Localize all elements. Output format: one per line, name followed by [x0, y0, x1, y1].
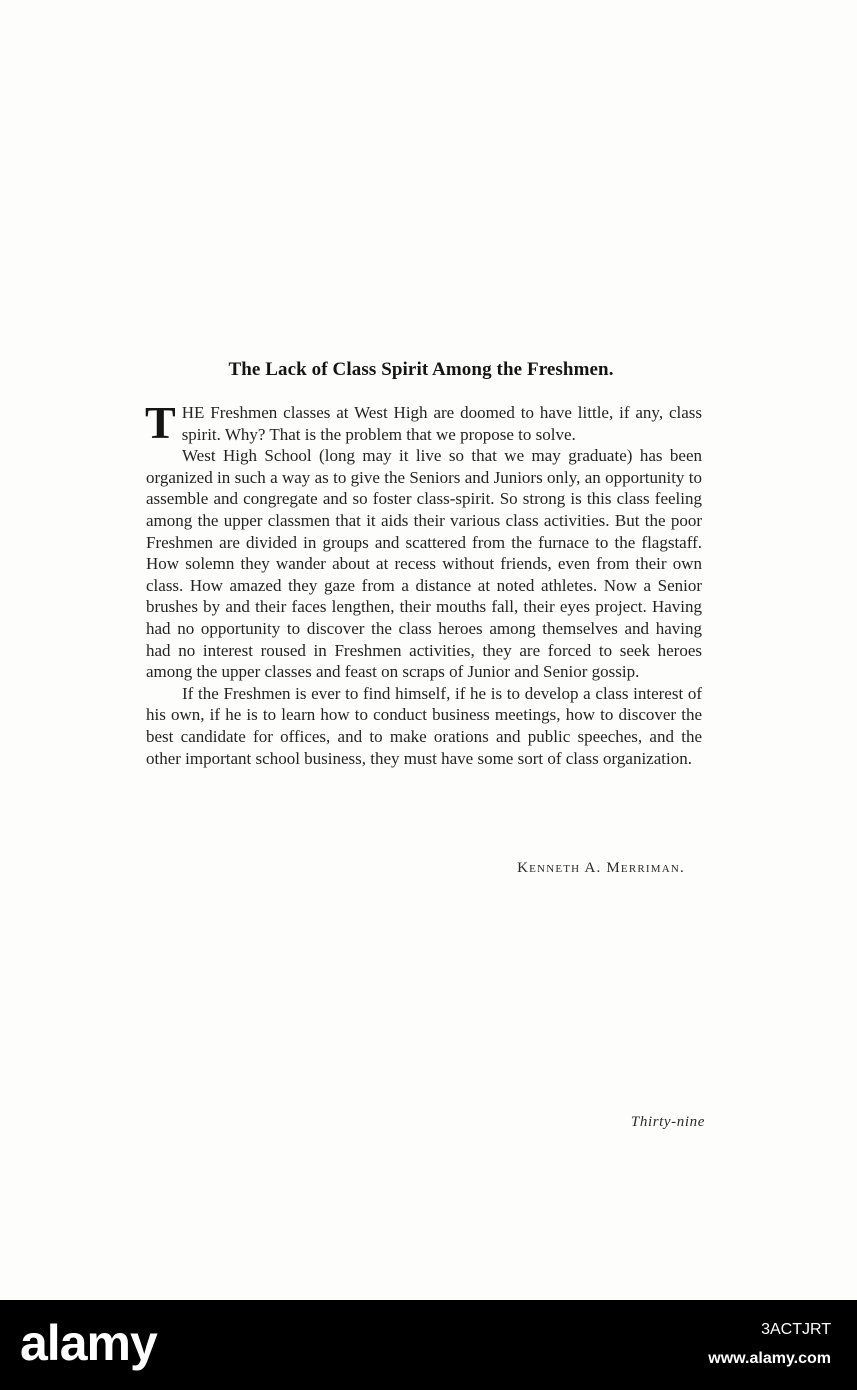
- watermark-bar: [0, 1300, 857, 1390]
- paragraph-1: [145, 397, 702, 448]
- watermark-logo: alamy: [20, 1315, 157, 1371]
- paragraph-2: West High School (long may it live so that we may graduate) has been organized in such a way as to give the Seniors and Juniors only, an opportunity to assemble and congregate and so foster class-spirit. So strong is this class feeling among the upper classmen that it aids their various class activities. But the poor Freshmen are divided in groups and scattered from the furnace to the flagstaff. How solemn they wander about at recess without friends, even from their own class. How amazed they gaze from a distance at noted athletes. Now a Senior brushes by and their faces lengthen, their mouths fall, their eyes project. Having had no opportunity to discover the class heroes among themselves and having had no interest roused in Freshmen activities, they are forced to seek heroes among the upper classes and feast on scraps of Junior and Senior gossip.: [146, 446, 702, 682]
- watermark-url: www.alamy.com: [708, 1350, 831, 1367]
- paragraph-3: If the Freshmen is ever to find himself, if he is to develop a class interest of his own, if he is to learn how to conduct business meetings, how to discover the best candidate for offices, and to make orations and public speeches, and the other important school business, they must have some sort of class organization.: [146, 683, 702, 768]
- article-title: The Lack of Class Spirit Among the Freshmen.: [228, 359, 614, 380]
- author-signature: Kenneth A. Merriman.: [517, 860, 685, 876]
- watermark-image-id: 3ACTJRT: [761, 1321, 831, 1338]
- article-body: [145, 397, 702, 769]
- paragraph-1-text: HE Freshmen classes at West High are doomed to have little, if any, class spirit. Why? That is the problem that we propose to solve.: [181, 403, 702, 444]
- drop-cap: T: [145, 397, 176, 448]
- page-number: Thirty-nine: [630, 1114, 705, 1130]
